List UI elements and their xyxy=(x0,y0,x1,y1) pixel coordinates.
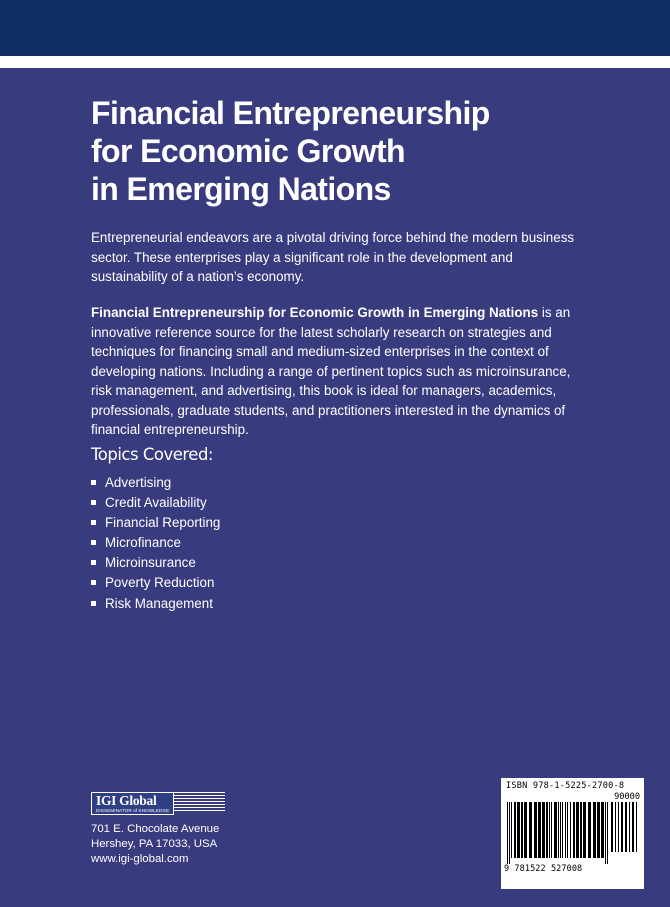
description-title: Financial Entrepreneurship for Economic Growth in Emerging Nations xyxy=(91,305,539,320)
barcode-bar xyxy=(521,802,523,858)
topic-item xyxy=(91,493,220,513)
address-line: 701 E. Chocolate Avenue xyxy=(91,823,220,835)
barcode-bar xyxy=(625,802,627,852)
square-bullet-icon xyxy=(91,601,96,606)
description-paragraph xyxy=(91,303,591,440)
square-bullet-icon xyxy=(91,560,96,565)
barcode-bar xyxy=(538,802,541,858)
address-line: Hershey, PA 17033, USA xyxy=(91,838,218,850)
barcode-bar xyxy=(509,802,510,864)
isbn-label: ISBN 978-1-5225-2700-8 xyxy=(506,781,625,791)
barcode-bar xyxy=(514,802,516,858)
topic-item xyxy=(91,594,220,614)
topics-heading: Topics Covered: xyxy=(91,445,213,464)
barcode-bar xyxy=(632,802,634,852)
topic-label: Risk Management xyxy=(105,595,213,611)
barcode-bar xyxy=(615,802,616,852)
topic-item xyxy=(91,473,220,493)
barcode-bar xyxy=(517,802,520,858)
barcode-bar xyxy=(567,802,568,858)
topic-label: Microfinance xyxy=(105,535,181,551)
topics-list xyxy=(91,473,220,614)
barcode-bar xyxy=(611,802,613,852)
top-band xyxy=(0,0,670,56)
barcode-bar xyxy=(524,802,527,858)
website-link: www.igi-global.com xyxy=(91,853,189,865)
barcode-bars xyxy=(505,802,640,864)
topic-item xyxy=(91,533,220,553)
isbn-barcode xyxy=(501,778,644,889)
barcode-bar xyxy=(621,802,623,852)
topic-label: Financial Reporting xyxy=(105,515,221,531)
topic-item xyxy=(91,573,220,593)
square-bullet-icon xyxy=(91,480,96,485)
square-bullet-icon xyxy=(91,580,96,585)
intro-paragraph: Entrepreneurial endeavors are a pivotal driving force behind the modern business sector. These enterprises play a significant role in the development and sustainability of a nation’s economy. xyxy=(91,230,575,284)
barcode-bar xyxy=(636,802,637,852)
ean-digits: 9 781522 527008 xyxy=(504,864,583,874)
logo-tagline: DISSEMINATOR of KNOWLEDGE xyxy=(96,808,170,813)
barcode-bar xyxy=(565,802,566,858)
barcode-bar xyxy=(629,802,630,852)
barcode-bar xyxy=(618,802,619,852)
logo-box xyxy=(91,792,174,815)
title-line: for Economic Growth xyxy=(91,133,405,169)
barcode-bar xyxy=(605,802,606,864)
barcode-bar xyxy=(583,802,586,858)
barcode-bar xyxy=(511,802,512,858)
topic-item xyxy=(91,553,220,573)
square-bullet-icon xyxy=(91,520,96,525)
barcode-bar xyxy=(534,802,537,858)
publisher-address xyxy=(91,822,219,867)
barcode-bar xyxy=(507,802,508,864)
barcode-bar xyxy=(558,802,559,858)
topic-label: Credit Availability xyxy=(105,495,207,511)
price-code: 90000 xyxy=(614,792,640,802)
barcode-bar xyxy=(549,802,550,858)
title-line: in Emerging Nations xyxy=(91,171,391,207)
title-line: Financial Entrepreneurship xyxy=(91,95,490,131)
barcode-bar xyxy=(529,802,532,858)
barcode-bar xyxy=(580,802,582,858)
barcode-bar xyxy=(560,802,561,858)
barcode-bar xyxy=(588,802,591,858)
topic-label: Advertising xyxy=(105,475,172,490)
barcode-bar xyxy=(607,802,608,864)
topic-item xyxy=(91,513,220,533)
logo-stripes xyxy=(173,792,225,812)
barcode-bar xyxy=(551,802,552,858)
square-bullet-icon xyxy=(91,500,96,505)
logo-name: IGI Global xyxy=(96,793,157,808)
barcode-bar xyxy=(593,802,596,858)
barcode-bar xyxy=(542,802,545,858)
back-cover xyxy=(0,68,670,907)
barcode-bar xyxy=(576,802,579,858)
barcode-bar xyxy=(601,802,604,858)
barcode-bar xyxy=(546,802,548,858)
barcode-bar xyxy=(570,802,571,858)
square-bullet-icon xyxy=(91,540,96,545)
topic-label: Microinsurance xyxy=(105,555,196,571)
top-gap xyxy=(0,56,670,68)
topic-label: Poverty Reduction xyxy=(105,575,215,591)
barcode-bar xyxy=(562,802,563,858)
barcode-bar xyxy=(573,802,575,858)
book-title xyxy=(91,94,490,208)
barcode-bar xyxy=(554,802,557,858)
publisher-logo xyxy=(91,792,225,817)
description-text: is an innovative reference source for the latest scholarly research on strategies and techniques for financing small and medium-sized enterprises in the context of developing nations. Including a range of pertinent topics such as microinsurance, risk management, and advertising, this book is ideal for managers, academics, professionals, graduate students, and practitioners interested in the dynamics of financial entrepreneurship. xyxy=(91,305,571,437)
barcode-bar xyxy=(597,802,600,858)
